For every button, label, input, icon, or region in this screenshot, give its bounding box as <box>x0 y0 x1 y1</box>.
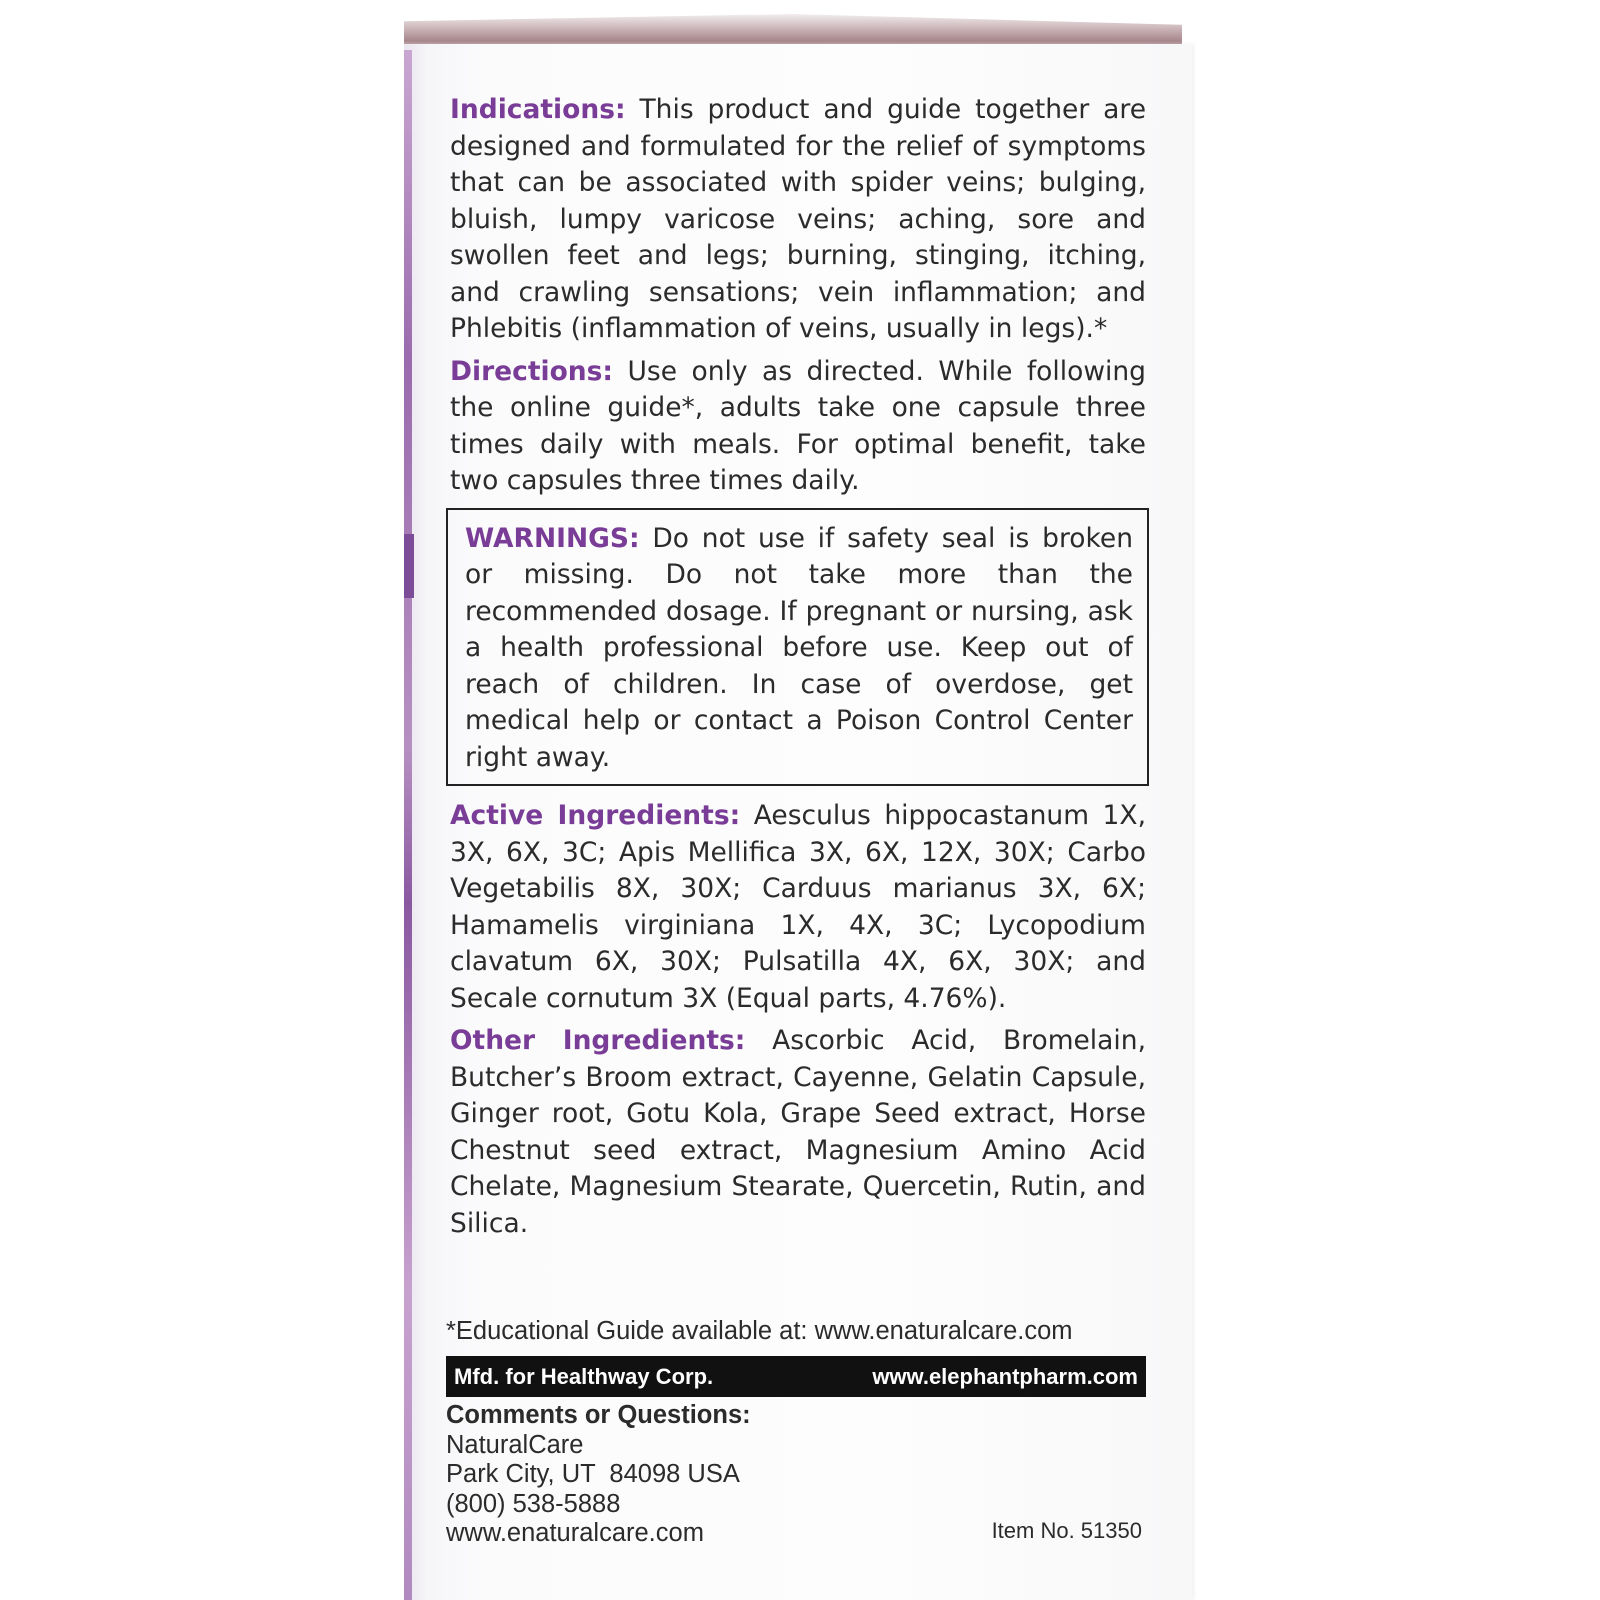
indications-section <box>450 92 1146 348</box>
contact-phone: (800) 538-5888 <box>446 1489 621 1518</box>
warnings-text: Do not use if safety seal is broken or missing. Do not take more than the recommended dosage. If pregnant or nursing, ask a health professional before use. Keep out of reach of children. In case of overdose, get medical help or contact a Poison Control Center right away. <box>465 522 1133 773</box>
contact-website: www.enaturalcare.com <box>446 1519 704 1547</box>
other-ingredients-heading: Other Ingredients: <box>450 1025 746 1056</box>
directions-heading: Directions: <box>450 355 614 387</box>
contact-block <box>446 1401 751 1549</box>
educational-guide-footnote: *Educational Guide available at: www.enaturalcare.com <box>446 1317 1073 1345</box>
warnings-heading: WARNINGS: <box>465 522 640 554</box>
manufacturer-text: Mfd. for Healthway Corp. <box>454 1363 714 1389</box>
label-content <box>450 92 1146 1248</box>
other-ingredients-section <box>450 1023 1146 1242</box>
active-ingredients-text: Aesculus hippocastanum 1X, 3X, 6X, 3C; Apis Mellifica 3X, 6X, 12X, 30X; Carbo Vegetabilis 8X, 30X; Carduus marianus 3X, 6X; Hamamelis virginiana 1X, 4X, 3C; Lycopodium clavatum 6X, 30X; Pulsatilla 4X, 6X, 30X; and Secale cornutum 3X (Equal parts, 4.76%). <box>450 800 1146 1014</box>
manufacturer-website: www.elephantpharm.com <box>872 1363 1138 1389</box>
warnings-box <box>446 508 1149 787</box>
other-ingredients-text: Ascorbic Acid, Bromelain, Butcher’s Broom extract, Cayenne, Gelatin Capsule, Ginger root, Gotu Kola, Grape Seed extract, Horse Chestnut seed extract, Magnesium Amino Acid Chelate, Magnesium Stearate, Quercetin, Rutin, and Silica. <box>450 1025 1146 1239</box>
contact-address: Park City, UT 84098 USA <box>446 1460 740 1488</box>
indications-heading: Indications: <box>450 94 626 125</box>
item-number: Item No. 51350 <box>991 1518 1142 1543</box>
active-ingredients-section <box>450 798 1146 1017</box>
manufacturer-bar <box>446 1356 1146 1397</box>
directions-section <box>450 354 1146 500</box>
indications-text: This product and guide together are designed and formulated for the relief of symptoms that can be associated with spider veins; bulging, bluish, lumpy varicose veins; aching, sore and swollen feet and legs; burning, stinging, itching, and crawling sensations; vein inflammation; and Phlebitis (inflammation of veins, usually in legs).* <box>450 94 1146 344</box>
contact-title: Comments or Questions: <box>446 1401 751 1429</box>
box-purple-edge <box>404 50 412 1600</box>
active-ingredients-heading: Active Ingredients: <box>450 800 741 831</box>
contact-company: NaturalCare <box>446 1430 584 1459</box>
directions-text: Use only as directed. While following the online guide*, adults take one capsule three times daily with meals. For optimal benefit, take two capsules three times daily. <box>450 355 1146 496</box>
box-edge-notch <box>404 534 414 598</box>
